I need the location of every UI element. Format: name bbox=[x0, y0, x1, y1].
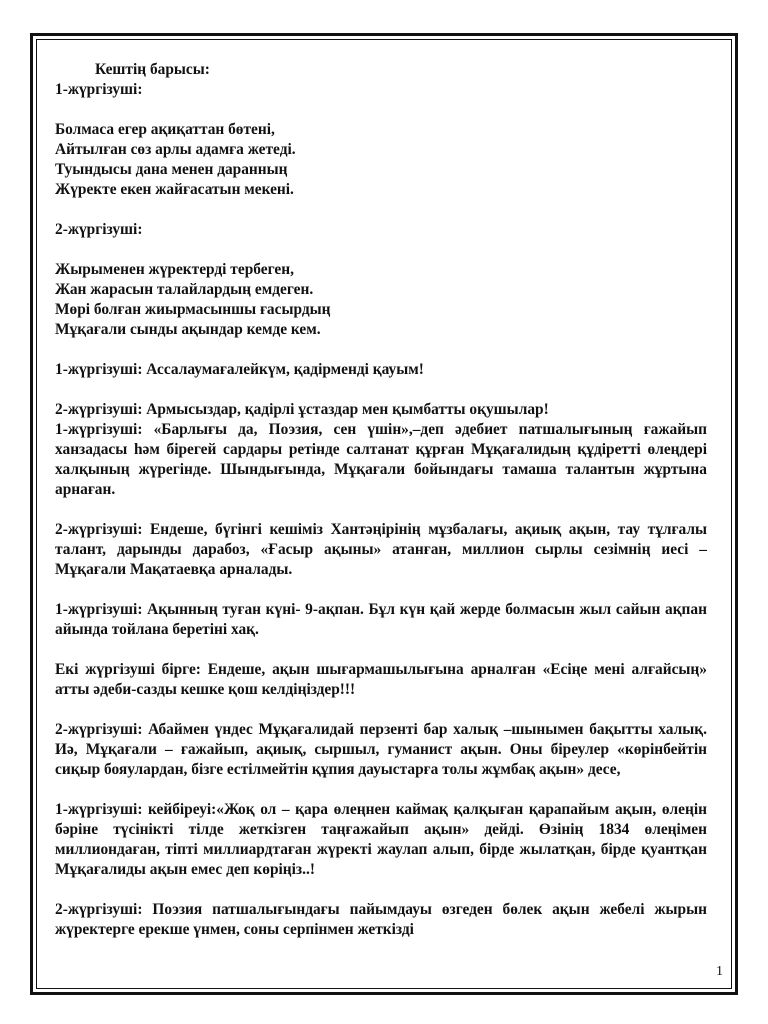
verse-line: Жүректе екен жайғасатын мекені. bbox=[55, 181, 294, 198]
verse-line: Мөрі болған жиырмасыншы ғасырдың bbox=[55, 301, 331, 318]
speaker-label: 1-жүргізуші: bbox=[55, 81, 143, 98]
paragraph-others: 1-жүргізуші: кейбіреуі:«Жоқ ол – қара өлеңнен каймақ қалқыған қарапайым ақын, өлеңін бәріне түсінікті тілде жеткізген таңғажайып ақын» дейді. Өзінің 1834 өлеңімен миллиондаған, тіпті миллиардтаған жүректі жаулап алып, бірде жылатқан, бірде қуантқан Мұқағалиды ақын емес деп көріңіз..! bbox=[55, 801, 707, 878]
paragraph-birthday: 1-жүргізуші: Ақынның туған күні- 9-ақпан. Бұл күн қай жерде болмасын жыл сайын ақпан айында тойлана беретіні хақ. bbox=[55, 601, 707, 638]
speaker-label: 2-жүргізуші: bbox=[55, 221, 143, 238]
verse-line: Болмаса егер ақиқаттан бөтені, bbox=[55, 121, 275, 138]
paragraph-abai: 2-жүргізуші: Абаймен үндес Мұқағалидай перзенті бар халық –шынымен бақытты халық. Иә, Мұқағали – ғажайып, ақиық, сыршыл, гуманист ақын. Оны біреулер «көрінбейтін сиқыр бояулардан, бізге естілмейтін құпия дауыстарға толы жұмбақ ақын» десе, bbox=[55, 721, 707, 778]
speaker-label-block bbox=[55, 220, 707, 240]
verse-line: Мұқағали сынды ақындар кемде кем. bbox=[55, 321, 321, 338]
verse-line: Туындысы дана менен даранның bbox=[55, 161, 288, 178]
heading-block bbox=[55, 60, 707, 100]
event-title: Кештің барысы: bbox=[95, 61, 210, 78]
document-body bbox=[55, 60, 707, 960]
paragraph-dedication: 2-жүргізуші: Ендеше, бүгінгі кешіміз Хантәңірінің мұзбалағы, ақиық ақын, тау тұлғалы талант, дарынды дарабоз, «Ғасыр ақыны» атанған, миллион сырлы сезімнің иесі – Мұқағали Мақатаевқа арналады. bbox=[55, 521, 707, 578]
paragraph-intro: 1-жүргізуші: «Барлығы да, Поэзия, сен үшін»,–деп әдебиет патшалығының ғажайып ханзадасы һәм бірегей сардары ретінде салтанат құрған Мұқағалидың құдіретті өлеңдері халқының жүрегінде. Шындығында, Мұқағали бойындағы тамаша талантын жұртына арнаған. bbox=[55, 421, 707, 498]
paragraph-poetry: 2-жүргізуші: Поэзия патшалығындағы пайымдауы өзгеден бөлек ақын жебелі жырын жүректерге ерекше үнмен, соны серпінмен жеткізді bbox=[55, 901, 707, 938]
page-number: 1 bbox=[716, 964, 723, 979]
paragraph-together: Екі жүргізуші бірге: Ендеше, ақын шығармашылығына арналған «Есіңе мені алғайсың» атты әдеби-сазды кешке қош келдіңіздер!!! bbox=[55, 661, 707, 698]
verse-line: Жан жарасын талайлардың емдеген. bbox=[55, 281, 314, 298]
verse-1 bbox=[55, 120, 707, 200]
paragraph-welcome: 2-жүргізуші: Армысыздар, қадірлі ұстаздар мен қымбатты оқушылар! bbox=[55, 401, 549, 418]
verse-line: Жырыменен жүректерді тербеген, bbox=[55, 261, 294, 278]
verse-line: Айтылған сөз арлы адамға жетеді. bbox=[55, 141, 296, 158]
paragraph-greeting: 1-жүргізуші: Ассалаумағалейкүм, қадірменді қауым! bbox=[55, 361, 424, 378]
verse-2 bbox=[55, 260, 707, 340]
